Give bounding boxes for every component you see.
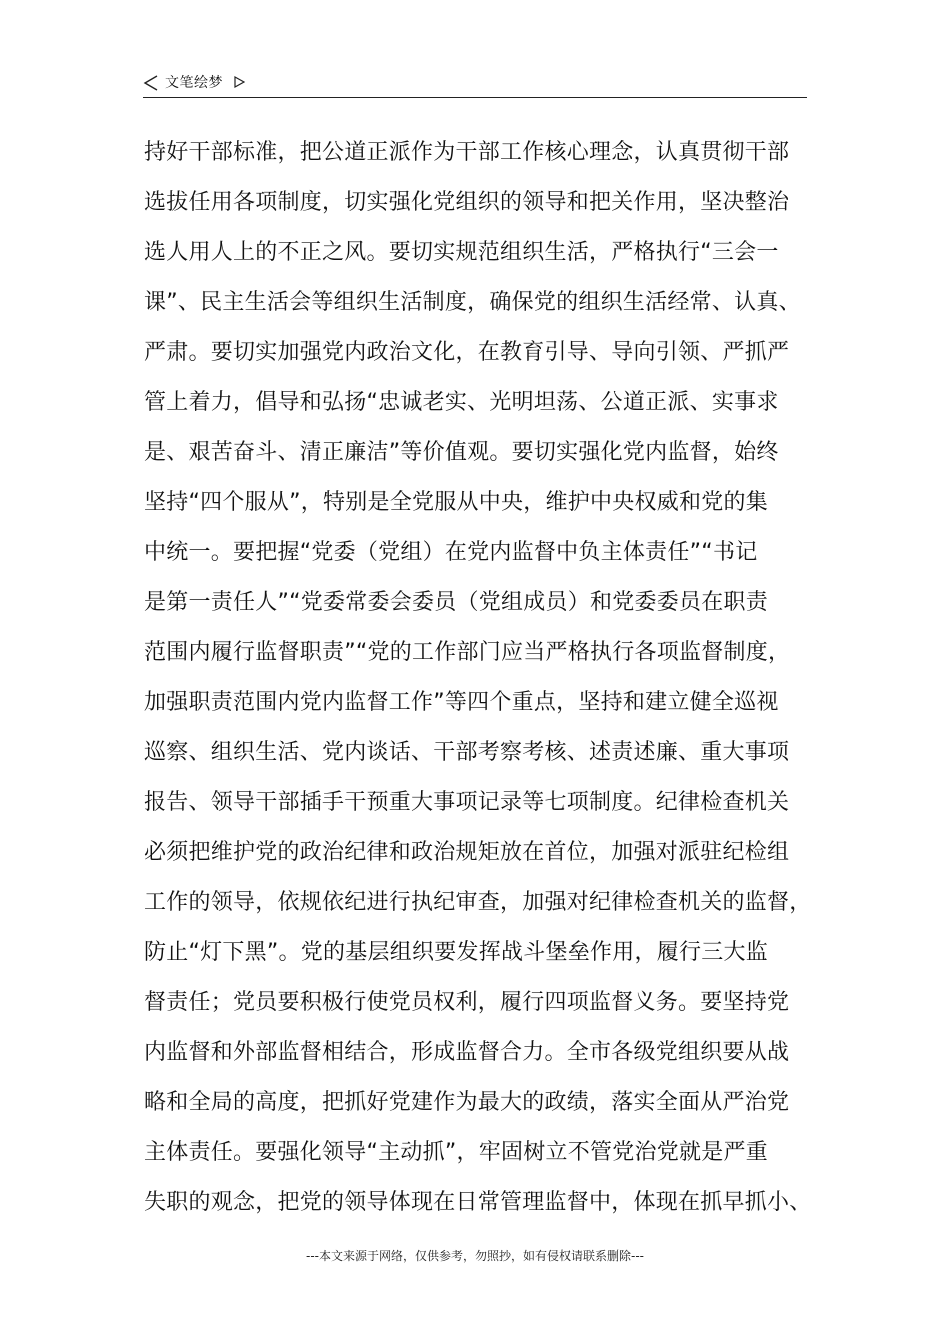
text-line: 内监督和外部监督相结合，形成监督合力。全市各级党组织要从战 [144,1040,790,1065]
text-line: 中统一。要把握“党委（党组）在党内监督中负主体责任”“书记 [144,540,758,565]
header-title: 文笔绘梦 [165,75,223,91]
text-line: 是第一责任人”“党委常委会委员（党组成员）和党委委员在职责 [144,590,769,615]
footer-notice: ---本文来源于网络，仅供参考，勿照抄，如有侵权请联系删除--- [306,1249,644,1263]
text-line: 是、艰苦奋斗、清正廉洁”等价值观。要切实强化党内监督，始终 [144,440,779,465]
text-line: 严肃。要切实加强党内政治文化，在教育引导、导向引领、严抓严 [144,340,790,365]
text-line: 督责任；党员要积极行使党员权利，履行四项监督义务。要坚持党 [144,990,790,1015]
text-line: 坚持“四个服从”，特别是全党服从中央，维护中央权威和党的集 [144,490,769,515]
text-line: 必须把维护党的政治纪律和政治规矩放在首位，加强对派驻纪检组 [144,840,790,865]
text-line: 报告、领导干部插手干预重大事项记录等七项制度。纪律检查机关 [144,790,790,815]
text-line: 选人用人上的不正之风。要切实规范组织生活，严格执行“三会一 [144,240,779,265]
document-body [144,128,824,1228]
text-line: 管上着力，倡导和弘扬“忠诚老实、光明坦荡、公道正派、实事求 [144,390,779,415]
text-line: 课”、民主生活会等组织生活制度，确保党的组织生活经常、认真、 [144,290,801,315]
page-header [143,72,807,98]
text-line: 加强职责范围内党内监督工作”等四个重点，坚持和建立健全巡视 [144,690,779,715]
text-line: 持好干部标准，把公道正派作为干部工作核心理念，认真贯彻干部 [144,140,790,165]
header-divider [143,97,807,98]
right-triangle-icon [233,76,245,88]
text-line: 选拔任用各项制度，切实强化党组织的领导和把关作用，坚决整治 [144,190,790,215]
text-line: 主体责任。要强化领导“主动抓”，牢固树立不管党治党就是严重 [144,1140,769,1165]
text-line: 防止“灯下黑”。党的基层组织要发挥战斗堡垒作用，履行三大监 [144,940,769,965]
left-triangle-icon [143,75,159,91]
text-line: 工作的领导，依规依纪进行执纪审查，加强对纪律检查机关的监督， [144,890,812,915]
text-line: 略和全局的高度，把抓好党建作为最大的政绩，落实全面从严治党 [144,1090,790,1115]
text-line: 巡察、组织生活、党内谈话、干部考察考核、述责述廉、重大事项 [144,740,790,765]
text-line: 范围内履行监督职责”“党的工作部门应当严格执行各项监督制度， [144,640,791,665]
text-line: 失职的观念，把党的领导体现在日常管理监督中，体现在抓早抓小、 [144,1190,812,1215]
